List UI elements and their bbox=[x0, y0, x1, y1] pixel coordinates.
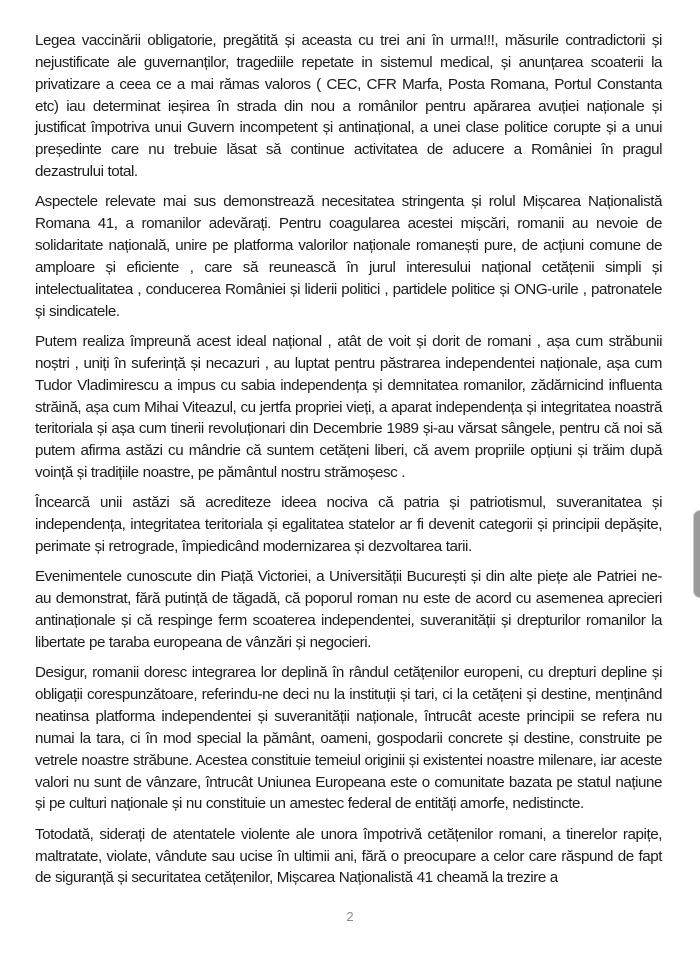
paragraph-movement-role: Aspectele relevate mai sus demonstrează necesitatea stringenta și rolul Mișcarea Naționalistă Romana 41, a romanilor adevărați. Pentru coagularea acestei mișcări, romanii au nevoie de solidaritate națională, unire pe platforma valorilor naționale romanești pure, de acțiuni comune de amploare și eficiente , care să reunească în jurul interesului național cetățenii simpli și intelectualitatea , conducerea României și liderii politici , partidele politice și ONG-urile , patronatele și sindicatele. bbox=[35, 193, 662, 320]
paragraph-sovereignty: Încearcă unii astăzi să acrediteze ideea nociva că patria și patriotismul, suveranitatea și independența, integritatea teritoriala și egalitatea statelor ar fi devenit categorii și principii depășite, perimate și retrograde, împiedicând modernizarea și dezvoltarea tarii. bbox=[35, 494, 662, 556]
page-number: 2 bbox=[346, 909, 354, 924]
side-scroll-tab[interactable] bbox=[693, 510, 700, 598]
paragraph-national-ideal: Putem realiza împreună acest ideal național , atât de voit și dorit de romani , așa cum străbunii noștri , uniți în suferință și necazuri , au luptat pentru păstrarea independentei naționale, așa cum Tudor Vladimirescu a impus cu sabia independența și demnitatea romanilor, zădărnicind influenta străină, așa cum Mihai Viteazul, cu jertfa propriei vieți, a aparat independența și integritatea noastră teritoriala și așa cum tinerii revoluționari din Decembrie 1989 și-au vărsat sângele, pentru că noi să putem afirma astăzi cu mândrie că suntem cetățeni liberi, că avem propriile opțiuni și trăim după voință și tradițiile noastre, pe pământul nostru strămoșesc . bbox=[35, 332, 662, 482]
paragraph-call-to-action: Totodată, siderați de atentatele violente ale unora împotrivă cetățenilor romani, a tinerelor rapițe, maltratate, violate, vândute sau ucise în ultimii ani, fără o preocupare a celor care răspund de fapt de siguranță și securitatea cetățenilor, Mișcarea Naționalistă 41 cheamă la trezire a bbox=[35, 825, 662, 887]
paragraph-european-integration: Desigur, romanii doresc integrarea lor deplină în rândul cetățenilor europeni, cu drepturi depline și obligații corespunzătoare, referindu-ne deci nu la instituții și tari, ci la cetățeni și destine, menținând neatinsa platforma independentei și suveranității naționale, întrucât aceste principii se refera nu numai la tara, ci în mod special la pământ, oameni, gospodarii concrete și destine, construite pe vetrele noastre străbune. Acestea constituie temeiul originii și existentei noastre milenare, iar aceste valori nu sunt de vânzare, întrucât Uniunea Europeana este o comunitate bazata pe statul națiune și pe culturi naționale și nu constituie un amestec federal de entități amorfe, nedistincte. bbox=[35, 664, 662, 813]
document-body bbox=[35, 30, 662, 889]
paragraph-events: Evenimentele cunoscute din Piață Victoriei, a Universității București și din alte piețe ale Patriei ne-au demonstrat, fără putință de tăgadă, că poporul roman nu este de acord cu asemenea aprecieri antinaționale și că respinge ferm scoaterea independentei, suveranității și drepturilor romanilor la libertate pe taraba europeana de vânzări și negocieri. bbox=[35, 568, 662, 651]
paragraph-vaccination-law: Legea vaccinării obligatorie, pregătită și aceasta cu trei ani în urma!!!, măsurile contradictorii și nejustificate ale guvernanților, tragediile repetate in sistemul medical, și anunțarea scoaterii la privatizare a ceea ce a mai rămas valoros ( CEC, CFR Marfa, Posta Romana, Portul Constanta etc) iau determinat ieșirea în strada din nou a românilor pentru apărarea avuției naționale și justificat împotriva unui Guvern incompetent și antinațional, a unei clase politice corupte și a unui președinte care nu trebuie lăsat să continue activitatea de aducere a României în pragul dezastrului total. bbox=[35, 32, 662, 181]
